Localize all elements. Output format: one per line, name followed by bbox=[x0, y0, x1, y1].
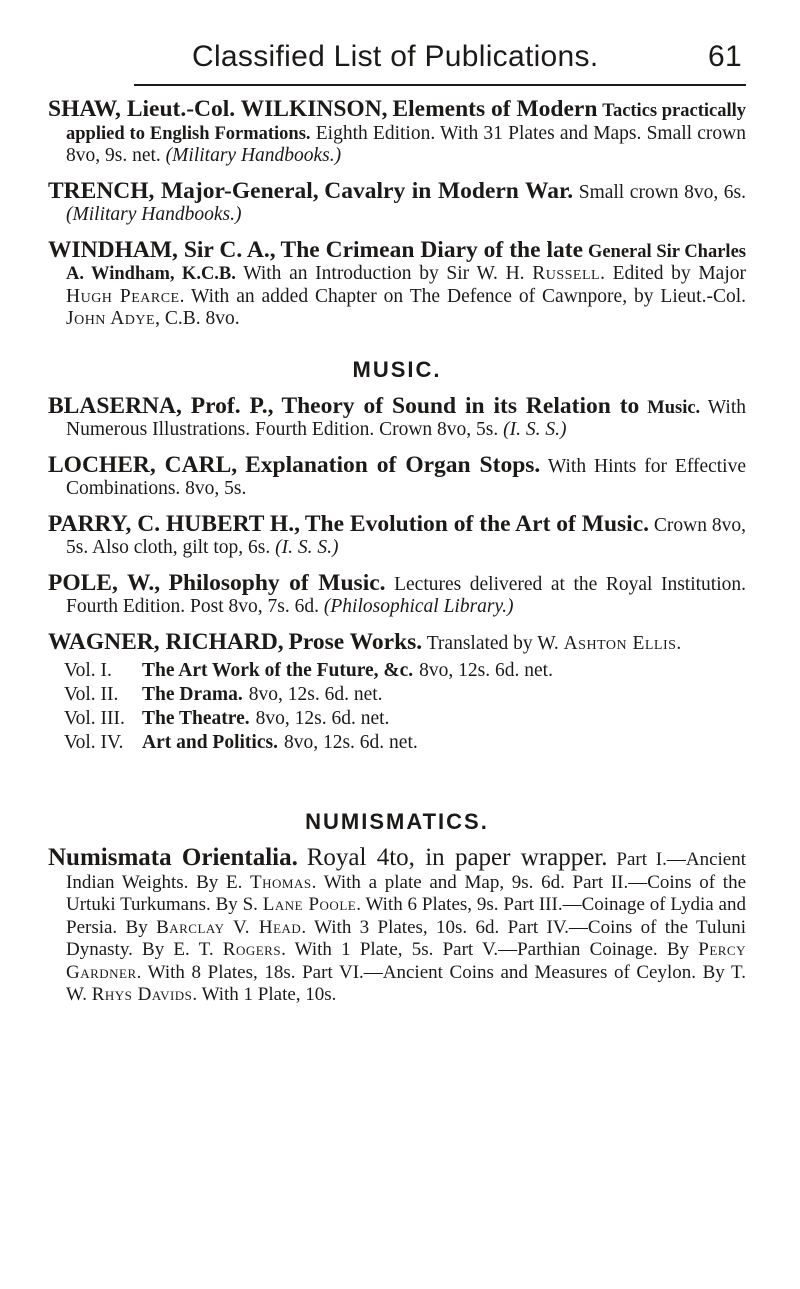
page-number: 61 bbox=[708, 40, 742, 73]
volume-details: 8vo, 12s. 6d. net. bbox=[419, 660, 553, 681]
entry-title: Prose Works. bbox=[288, 628, 423, 655]
entry-details: With Hints for Effective Combinations. 8vo, 5s. bbox=[66, 455, 747, 499]
entry-details: . With an added Chapter on The Defence of Cawnpore, by Lieut.-Col. bbox=[179, 285, 747, 307]
entry-series: (I. S. S.) bbox=[275, 537, 339, 558]
entry-details: . With 6 Plates, 9s. Part III.—Coinage of Lydia and Persia. By bbox=[66, 894, 746, 938]
entry-author: SHAW, Lieut.-Col. WILKINSON, bbox=[48, 96, 388, 122]
entry-details: With an Introduction by Sir W. H. bbox=[243, 263, 525, 284]
person-name: Hugh Pearce bbox=[66, 285, 180, 307]
entry-details: . With 3 Plates, 10s. 6d. Part IV.—Coins of the Tuluni Dynasty. By E. T. bbox=[66, 916, 747, 960]
person-name: Rogers bbox=[222, 939, 282, 960]
volume-details: 8vo, 12s. 6d. net. bbox=[248, 684, 383, 705]
volume-title: Art and Politics. bbox=[142, 732, 278, 753]
entry-series: (I. S. S.) bbox=[503, 419, 567, 440]
volume-title: The Art Work of the Future, &c. bbox=[142, 660, 414, 681]
entry-pole bbox=[48, 569, 747, 619]
person-name: Lane Poole bbox=[262, 894, 357, 915]
person-name: Thomas bbox=[250, 871, 312, 893]
entry-author: WAGNER, RICHARD, bbox=[48, 628, 284, 655]
entry-author: PARRY, C. HUBERT H., bbox=[48, 510, 300, 537]
entry-series: (Philosophical Library.) bbox=[323, 596, 514, 617]
entry-subtitle: Music. bbox=[647, 397, 701, 418]
section-heading-music: MUSIC. bbox=[352, 356, 442, 382]
entry-details: Part I.—Ancient Indian Weights. By E. bbox=[66, 849, 747, 893]
volume-title: The Theatre. bbox=[142, 708, 250, 729]
volume-details: 8vo, 12s. 6d. net. bbox=[255, 708, 390, 729]
person-name: Barclay V. Head bbox=[156, 916, 302, 938]
entry-title: Cavalry in Modern War. bbox=[324, 177, 574, 204]
entry-subtitle: General Sir Charles A. Windham, K.C.B. bbox=[66, 241, 746, 284]
person-name: Russell bbox=[532, 263, 601, 284]
entry-author: BLASERNA, Prof. P., bbox=[48, 392, 274, 419]
entry-details: Lectures delivered at the Royal Institution. Fourth Edition. Post 8vo, 7s. 6d. bbox=[66, 573, 747, 617]
person-name: John Adye bbox=[66, 308, 156, 329]
music-entries bbox=[48, 392, 747, 756]
entry-shaw bbox=[48, 98, 746, 168]
entry-series: (Military Handbooks.) bbox=[165, 145, 342, 166]
entry-details: . Edited by Major bbox=[600, 263, 746, 284]
entry-title: Numismata Orientalia. bbox=[48, 844, 298, 871]
volume-row bbox=[64, 659, 746, 683]
entry-title: Explanation of Organ Stops. bbox=[245, 451, 541, 478]
person-name: Ashton Ellis bbox=[563, 632, 677, 654]
volume-row bbox=[64, 707, 746, 731]
header-rule bbox=[134, 84, 746, 86]
page-title: Classified List of Publications. bbox=[192, 40, 599, 73]
entry-title: The Evolution of the Art of Music. bbox=[304, 510, 649, 537]
entry-blaserna bbox=[48, 392, 746, 442]
entry-details: Small crown 8vo, 6s. bbox=[578, 181, 747, 203]
person-name: Percy Gardner bbox=[66, 939, 746, 983]
volume-number: Vol. III. bbox=[64, 708, 125, 729]
entry-details: Eighth Edition. With 31 Plates and Maps. Small crown 8vo, 9s. net. bbox=[66, 122, 746, 166]
entry-details: , C.B. 8vo. bbox=[155, 308, 240, 329]
section-heading-numismatics: NUMISMATICS. bbox=[305, 809, 489, 834]
entry-trench bbox=[48, 177, 747, 227]
page-header bbox=[48, 40, 746, 74]
entry-title: Theory of Sound in its Relation to bbox=[281, 392, 640, 419]
entry-author: POLE, W., bbox=[48, 569, 161, 596]
entry-parry bbox=[48, 510, 747, 560]
volume-row bbox=[64, 683, 746, 707]
entry-author: LOCHER, CARL, bbox=[48, 451, 238, 478]
entry-details: . With 8 Plates, 18s. Part VI.—Ancient Coins and Measures of Ceylon. By T. W. bbox=[66, 961, 746, 1005]
volume-number: Vol. II. bbox=[64, 684, 119, 705]
person-name: Rhys Davids bbox=[91, 984, 193, 1005]
volume-details: 8vo, 12s. 6d. net. bbox=[283, 732, 418, 753]
volume-title: The Drama. bbox=[142, 684, 243, 705]
entry-details: . bbox=[676, 632, 682, 654]
wagner-volume-list bbox=[48, 659, 746, 755]
entry-subtitle: Tactics practically applied to English Formations. bbox=[66, 101, 746, 144]
entry-details: . With a plate and Map, 9s. 6d. Part II.—Coins of the Urtuki Turkumans. By S. bbox=[66, 871, 746, 915]
entry-series: (Military Handbooks.) bbox=[66, 204, 242, 225]
volume-number: Vol. I. bbox=[64, 660, 112, 681]
entry-wagner bbox=[48, 628, 746, 656]
entry-author: WINDHAM, Sir C. A., bbox=[48, 236, 276, 263]
entry-locher bbox=[48, 451, 747, 501]
entry-details: With Numerous Illustrations. Fourth Edition. Crown 8vo, 5s. bbox=[66, 396, 746, 440]
volume-number: Vol. IV. bbox=[64, 732, 124, 753]
entry-numismata bbox=[48, 844, 747, 1007]
entry-details: . With 1 Plate, 5s. Part V.—Parthian Coinage. By bbox=[281, 939, 690, 960]
volume-row bbox=[64, 731, 746, 755]
entry-details: Translated by W. bbox=[426, 632, 559, 654]
entry-windham bbox=[48, 236, 747, 331]
entry-details: Crown 8vo, 5s. Also cloth, gilt top, 6s. bbox=[66, 514, 747, 558]
entry-details: . With 1 Plate, 10s. bbox=[192, 984, 337, 1005]
entry-author: TRENCH, Major-General, bbox=[48, 177, 319, 204]
entry-format: Royal 4to, in paper wrapper. bbox=[306, 844, 608, 871]
military-entries bbox=[48, 98, 746, 331]
entry-title: The Crimean Diary of the late bbox=[280, 236, 583, 263]
entry-title: Philosophy of Music. bbox=[168, 569, 386, 596]
entry-title: Elements of Modern bbox=[392, 96, 598, 122]
